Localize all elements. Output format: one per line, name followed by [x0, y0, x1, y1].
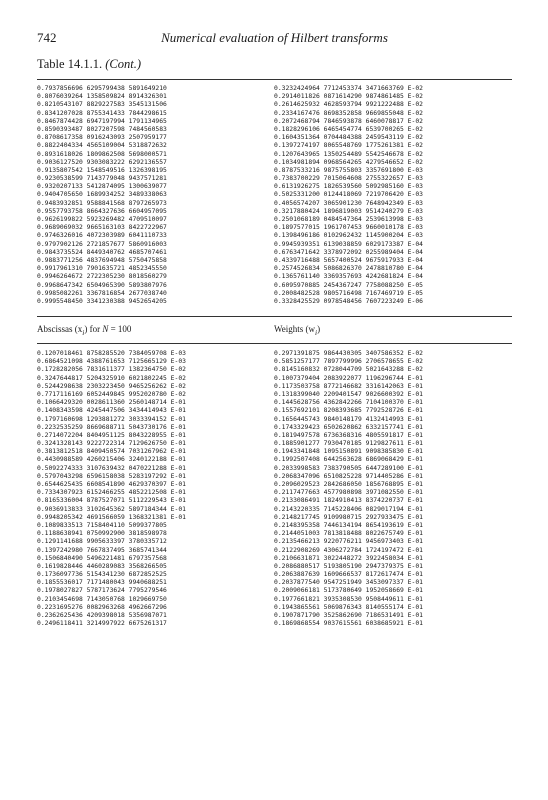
table-row: 0.9230538599 7143779048 9437571281	[37, 175, 167, 183]
table-row: 0.2037877540 9547251949 3453097337 E-01	[274, 579, 423, 587]
table-row: 0.1397274197 8065548769 1775261381 E-02	[274, 142, 423, 150]
table-row: 0.1885901277 7930470185 9129827611 E-01	[274, 440, 423, 448]
running-title: Numerical evaluation of Hilbert transforms	[161, 30, 388, 45]
table-row: 0.6864521098 4388761653 7125665129 E-03	[37, 358, 186, 366]
table-row: 0.9483932851 9588841568 8797265973	[37, 199, 167, 207]
table-row: 0.7383700229 7015064608 2755322657 E-03	[274, 175, 423, 183]
table-row: 0.9135807542 1548549516 1326398195	[37, 166, 167, 174]
table-row: 0.8931618026 1809862508 5698000571	[37, 150, 167, 158]
table-row: 0.1728282056 7831611377 1382364750 E-02	[37, 366, 186, 374]
bottom-table-block	[37, 350, 512, 635]
table-row: 0.1897577015 1961707453 9660010178 E-03	[274, 224, 423, 232]
section-rule	[37, 316, 512, 317]
table-row: 0.1828296106 6465454774 6539700265 E-02	[274, 125, 423, 133]
table-row: 0.2072468794 7846593878 6460078817 E-02	[274, 117, 423, 125]
table-row: 0.1943341848 1095150891 9098385830 E-01	[274, 448, 423, 456]
table-row: 0.9968647342 6504965390 5893807976	[37, 281, 167, 289]
table-row: 0.9626199822 5923269482 4709510097	[37, 216, 167, 223]
section-header	[37, 324, 512, 336]
table-row: 0.2501068189 0484547364 2539613998 E-03	[274, 216, 423, 223]
table-row: 0.9985082261 3367816854 2677038740	[37, 289, 167, 297]
table-row: 0.1736097736 5154341230 6872852525	[37, 571, 167, 579]
weights-sub: i	[315, 327, 318, 337]
table-row: 0.5244298638 2303223450 9465256262 E-02	[37, 382, 186, 390]
table-label: Table 14.1.1.	[37, 57, 103, 71]
table-continued: (Cont.)	[105, 57, 141, 71]
table-row: 0.9036127520 9303083222 6292136557	[37, 158, 167, 166]
table-row: 0.2144051003 7813818488 8022675749 E-01	[274, 530, 423, 538]
table-row: 0.9746326016 4072303989 6041110733	[37, 232, 167, 240]
table-row: 0.8076039264 1358509824 8914326301	[37, 93, 167, 101]
abscissas-N: N	[102, 324, 109, 334]
table-row: 0.2143220335 7145228406 0829017194 E-01	[274, 505, 423, 513]
table-row: 0.8708617358 0916243093 2507959177	[37, 134, 167, 142]
top-rule	[37, 79, 512, 80]
table-row: 0.9036913833 3102645362 5897184344 E-01	[37, 505, 186, 513]
table-row: 0.1173503758 8772146682 3316142063 E-01	[274, 382, 423, 390]
table-row: 0.9797902126 2721857677 5860916003	[37, 240, 167, 248]
table-row: 0.1089833513 7158404110 5099377805	[37, 521, 167, 529]
table-row: 0.9948205342 4691566059 1368321381 E-01	[37, 513, 186, 521]
table-row: 0.1619828446 4460289083 3568266505	[37, 562, 167, 570]
table-row: 0.6544625435 6608541890 4629370397 E-01	[37, 481, 186, 488]
table-row: 0.1907871790 3525862690 7186531491 E-01	[274, 612, 423, 619]
table-row: 0.3328425529 0978548456 7607223249 E-06	[274, 297, 423, 305]
table-row: 0.3232424964 7712453374 3471663769 E-02	[274, 85, 423, 92]
abscissas-label: Abscissas	[37, 324, 73, 334]
table-row: 0.3813812518 8409450574 7031267962 E-01	[37, 448, 186, 456]
top-right-column	[274, 85, 423, 306]
table-row: 0.2148217745 9109980715 2927933475 E-01	[274, 513, 423, 521]
table-row: 0.3241328143 9222722314 7129626750 E-01	[37, 440, 186, 448]
table-row: 0.1398496186 0102962432 1145900204 E-03	[274, 232, 423, 240]
table-row: 0.2068347096 6510825228 9714405286 E-01	[274, 472, 423, 480]
abscissas-header	[37, 324, 131, 337]
table-row: 0.5025331200 0124418069 7219706420 E-03	[274, 191, 423, 199]
table-row: 0.1034981894 0968564265 4279546652 E-02	[274, 158, 423, 166]
table-row: 0.1992507408 6442563628 6869068429 E-01	[274, 456, 423, 464]
weights-header	[274, 324, 320, 337]
table-row: 0.4339716488 5657400524 9675917933 E-04	[274, 256, 423, 264]
table-row: 0.1819497578 6736368316 4805591817 E-01	[274, 431, 423, 439]
table-row: 0.2133086491 1824910413 8374220737 E-01	[274, 497, 423, 505]
table-row: 0.4056574207 3065901230 7648942349 E-03	[274, 199, 423, 207]
table-row: 0.2117477663 4577980898 3971082550 E-01	[274, 489, 423, 497]
table-row: 0.1207643965 1350254489 5542546678 E-02	[274, 150, 423, 158]
table-row: 0.1445628756 4362842266 7104100370 E-01	[274, 399, 423, 407]
weights-close: )	[317, 324, 321, 334]
table-row: 0.9945939351 6139038859 6029173387 E-04	[274, 240, 423, 248]
table-row: 0.9946264672 2722305230 8018560279	[37, 273, 167, 281]
table-row: 0.1397242980 7667837495 3685741344	[37, 546, 167, 554]
table-row: 0.8467874428 6947197994 1791134965	[37, 117, 167, 125]
table-row: 0.1797160698 1293881272 3033394152 E-01	[37, 415, 186, 423]
table-row: 0.9320207133 5412874095 1300639077	[37, 183, 167, 191]
table-row: 0.1506840490 5496221481 6797357568	[37, 554, 167, 562]
weights-column	[274, 350, 423, 628]
table-row: 0.6095970885 2454367247 7758088250 E-05	[274, 281, 423, 289]
table-row: 0.2574526834 5086826370 2478810780 E-04	[274, 265, 423, 273]
table-row: 0.9917961310 7901635721 4852345550	[37, 265, 167, 273]
table-row: 0.2033998583 7383790505 6447289100 E-01	[274, 464, 423, 472]
table-row: 0.9689069032 9665163103 8422722967	[37, 224, 167, 232]
running-head	[37, 30, 512, 44]
table-row: 0.3247644817 5204325910 6021802245 E-02	[37, 374, 186, 382]
table-row: 0.2135466213 9220776211 9456973403 E-01	[274, 538, 423, 546]
table-row: 0.2232535259 8669688711 5043730176 E-01	[37, 423, 186, 431]
abscissas-column	[37, 350, 186, 628]
table-row: 0.1977661821 3935308530 9508449611 E-01	[274, 595, 423, 603]
table-row: 0.2334167476 8698352858 9669855048 E-02	[274, 109, 423, 117]
table-row: 0.2086880517 5193805190 2947379375 E-01	[274, 562, 423, 570]
table-row: 0.5851257177 7897799996 2706578655 E-02	[274, 358, 423, 366]
table-row: 0.1869868554 9037615561 6038685921 E-01	[274, 620, 423, 628]
table-row: 0.2122908269 4306272784 1724197472 E-01	[274, 546, 423, 554]
table-row: 0.1207018461 8758285520 7384059708 E-03	[37, 350, 186, 357]
table-row: 0.8165336004 8787527071 5112229543 E-01	[37, 497, 186, 505]
table-row: 0.1656445743 9840148179 4132414993 E-01	[274, 415, 423, 423]
weights-symbol: (w	[305, 324, 316, 334]
table-row: 0.2914011826 0871614290 9874861485 E-02	[274, 93, 423, 101]
table-row: 0.7334307923 6152466255 4852212508 E-01	[37, 489, 186, 497]
table-row: 0.8822404334 4565109004 5318872632	[37, 142, 167, 150]
table-row: 0.8145160832 0728044709 5021643288 E-02	[274, 366, 423, 374]
table-row: 0.1604351364 0704484388 2459543119 E-02	[274, 134, 423, 142]
table-row: 0.2971391875 9864430305 3407586352 E-02	[274, 350, 423, 357]
table-row: 0.8210543107 8829227583 3545131506	[37, 101, 167, 109]
top-left-column	[37, 85, 167, 306]
table-row: 0.2614625932 4628593794 9921222488 E-02	[274, 101, 423, 109]
table-row: 0.9557793758 8664327636 6604957095	[37, 207, 167, 215]
table-row: 0.7937856696 6295799438 5891649210	[37, 85, 167, 92]
table-row: 0.2496118411 3214997922 6675261317	[37, 620, 167, 628]
table-row: 0.1291141688 9905633397 3780335712	[37, 538, 167, 546]
abscissas-symbol: (x	[74, 324, 83, 334]
table-caption	[37, 57, 141, 72]
table-row: 0.2362625436 4209398018 5356987071	[37, 612, 167, 619]
table-row: 0.2009066181 5173780649 1952058669 E-01	[274, 587, 423, 595]
table-row: 0.2714072204 8404951125 8043228955 E-01	[37, 431, 186, 439]
table-row: 0.1318399040 2209401547 9026600392 E-01	[274, 390, 423, 398]
page-number: 742	[37, 30, 57, 45]
table-row: 0.1365761140 3369357693 4242681824 E-04	[274, 273, 423, 281]
table-row: 0.1188638941 0750992900 3818598978	[37, 530, 167, 538]
abscissas-eq: = 100	[110, 324, 132, 334]
table-row: 0.9843735524 8449340762 4685707461	[37, 248, 167, 256]
table-row: 0.1408343598 4245447506 3434414943 E-01	[37, 407, 186, 415]
table-row: 0.1557692101 8208393685 7792528726 E-01	[274, 407, 423, 415]
table-row: 0.1943865561 5069876343 8140555174 E-01	[274, 603, 423, 611]
abscissas-sub: i	[82, 327, 85, 337]
weights-label: Weights	[274, 324, 304, 334]
abscissas-close: )	[84, 324, 88, 334]
table-row: 0.9883771256 4837694948 5750475858	[37, 256, 167, 264]
table-row: 0.2106631871 3022448272 3922458034 E-01	[274, 554, 423, 562]
table-row: 0.9995548450 3341230388 9452654205	[37, 297, 167, 305]
table-row: 0.8341207028 8755341433 7844298615	[37, 109, 167, 117]
table-row: 0.2103454698 7143050768 1029669750	[37, 595, 167, 603]
table-row: 0.2148395358 7446134194 8654193619 E-01	[274, 521, 423, 529]
table-row: 0.2008482528 9805716498 7167469719 E-05	[274, 289, 423, 297]
table-row: 0.9404705650 1689934252 3489338063	[37, 191, 167, 199]
table-row: 0.5092274333 3107639432 0470221288 E-01	[37, 464, 186, 472]
table-row: 0.2063887639 1609666537 8172617474 E-01	[274, 571, 423, 579]
table-row: 0.1743329423 6502620862 6332157741 E-01	[274, 423, 423, 431]
table-row: 0.6131926275 1826539560 5092985160 E-03	[274, 183, 423, 191]
table-row: 0.3217880424 1896819003 9514240279 E-03	[274, 207, 423, 215]
table-row: 0.1066429320 0028611360 2560148714 E-01	[37, 399, 186, 407]
table-row: 0.7717116169 6052449845 9952020780 E-02	[37, 390, 186, 398]
table-row: 0.8590393487 8027207598 7484560583	[37, 125, 167, 133]
header-rule	[37, 343, 512, 344]
top-table-block	[37, 85, 512, 315]
table-row: 0.2231695276 0082963268 4962667296	[37, 603, 167, 611]
abscissas-for: for	[89, 324, 101, 334]
table-row: 0.1978027827 5787173624 7795279546	[37, 587, 167, 595]
table-row: 0.1007379404 2083922077 1196296744 E-01	[274, 374, 423, 382]
table-row: 0.1855536017 7171480043 9940688251	[37, 579, 167, 587]
table-row: 0.8787533216 9875755803 3357691800 E-03	[274, 166, 423, 174]
table-row: 0.4430988589 4260215406 3240122188 E-01	[37, 456, 186, 464]
table-row: 0.5797043298 6596158038 5283197292 E-01	[37, 472, 186, 480]
table-row: 0.6763471642 3378972092 0255989404 E-04	[274, 248, 423, 256]
table-row: 0.2096029523 2842686050 1856768895 E-01	[274, 481, 423, 488]
